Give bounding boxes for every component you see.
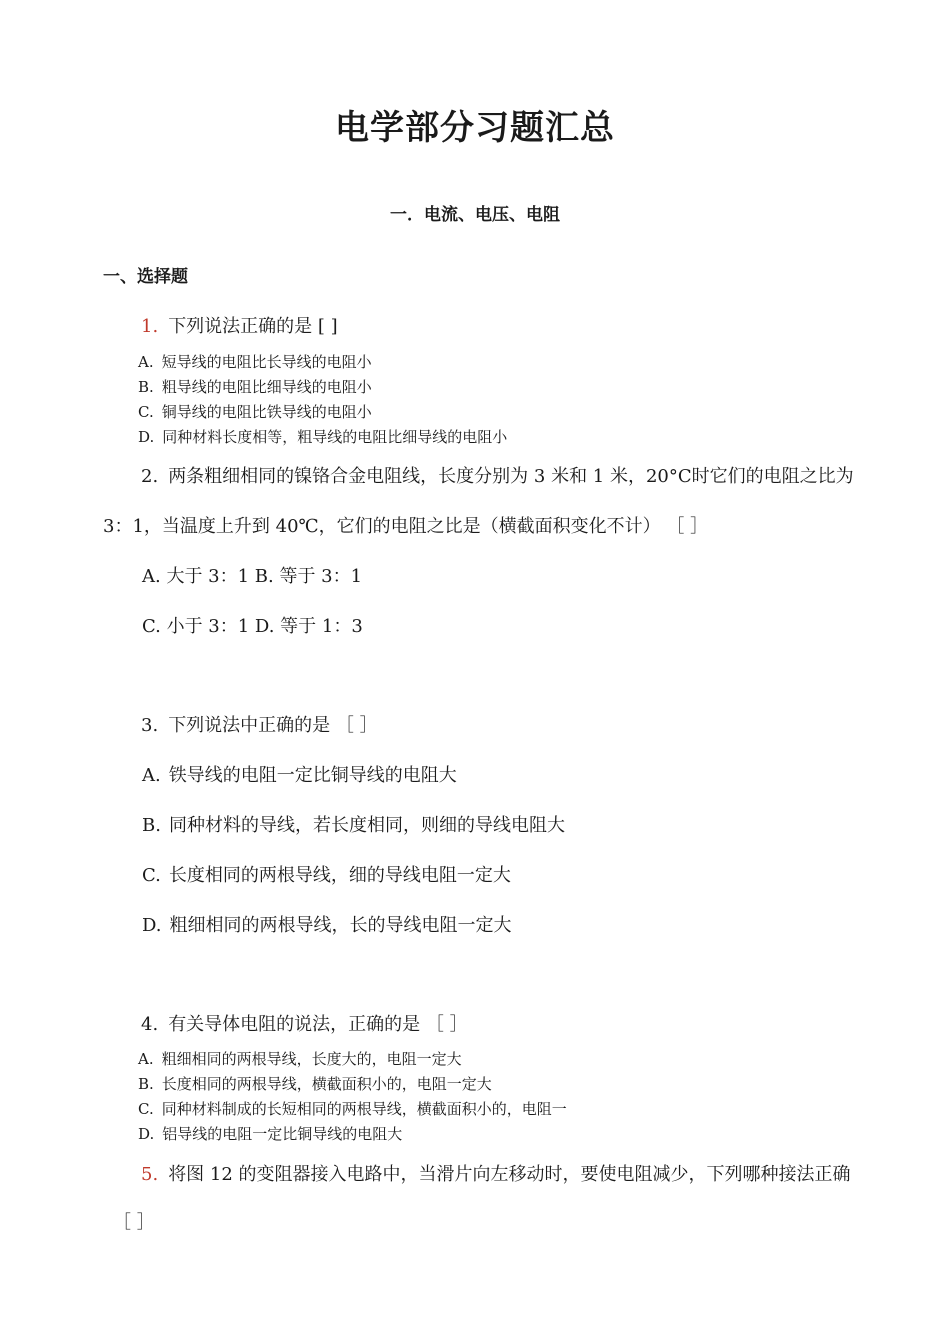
section-heading: 一．电流、电压、电阻 bbox=[390, 205, 560, 225]
question-text: 将图 12 的变阻器接入电路中，当滑片向左移动时，要使电阻减少，下列哪种接法正确 bbox=[168, 1164, 851, 1185]
question-number: 5. bbox=[141, 1164, 159, 1185]
question-2 bbox=[141, 462, 854, 488]
q3-option-c: C. 长度相同的两根导线，细的导线电阻一定大 bbox=[142, 865, 511, 886]
question-5 bbox=[141, 1160, 851, 1186]
question-number: 3. bbox=[141, 715, 159, 736]
q4-option-a: A. 粗细相同的两根导线，长度大的，电阻一定大 bbox=[138, 1050, 462, 1068]
q1-option-a: A. 短导线的电阻比长导线的电阻小 bbox=[138, 353, 372, 371]
question-text: 下列说法正确的是 [ ] bbox=[168, 316, 338, 337]
question-3 bbox=[141, 711, 378, 737]
question-text: 有关导体电阻的说法，正确的是 ［ ］ bbox=[168, 1014, 468, 1035]
q4-option-d: D. 铝导线的电阻一定比铜导线的电阻大 bbox=[138, 1125, 403, 1143]
question-2-line-2: 3：1，当温度上升到 40℃，它们的电阻之比是（横截面积变化不计） ［ ］ bbox=[103, 516, 709, 537]
question-1 bbox=[141, 312, 338, 338]
q4-option-c: C. 同种材料制成的长短相同的两根导线，横截面积小的，电阻一 bbox=[138, 1100, 567, 1118]
answer-bracket: ［ ］ bbox=[113, 1212, 155, 1233]
q1-option-b: B. 粗导线的电阻比细导线的电阻小 bbox=[138, 378, 372, 396]
q2-options-row-2: C. 小于 3：1 D. 等于 1：3 bbox=[142, 616, 363, 637]
question-text: 下列说法中正确的是 ［ ］ bbox=[168, 715, 378, 736]
question-text-line-1: 两条粗细相同的镍铬合金电阻线，长度分别为 3 米和 1 米，20°C时它们的电阻之比为 bbox=[168, 466, 854, 487]
q2-options-row-1: A. 大于 3：1 B. 等于 3：1 bbox=[142, 566, 363, 587]
part-heading: 一、选择题 bbox=[103, 267, 188, 287]
q4-option-b: B. 长度相同的两根导线，横截面积小的，电阻一定大 bbox=[138, 1075, 492, 1093]
question-number: 4. bbox=[141, 1014, 159, 1035]
question-number: 2. bbox=[141, 466, 159, 487]
q1-option-d: D. 同种材料长度相等，粗导线的电阻比细导线的电阻小 bbox=[138, 428, 508, 446]
q3-option-a: A. 铁导线的电阻一定比铜导线的电阻大 bbox=[142, 765, 457, 786]
q3-option-d: D. 粗细相同的两根导线，长的导线电阻一定大 bbox=[142, 915, 512, 936]
question-4 bbox=[141, 1010, 468, 1036]
document-title: 电学部分习题汇总 bbox=[335, 108, 615, 148]
question-number: 1. bbox=[141, 316, 159, 337]
q1-option-c: C. 铜导线的电阻比铁导线的电阻小 bbox=[138, 403, 372, 421]
q3-option-b: B. 同种材料的导线，若长度相同，则细的导线电阻大 bbox=[142, 815, 565, 836]
